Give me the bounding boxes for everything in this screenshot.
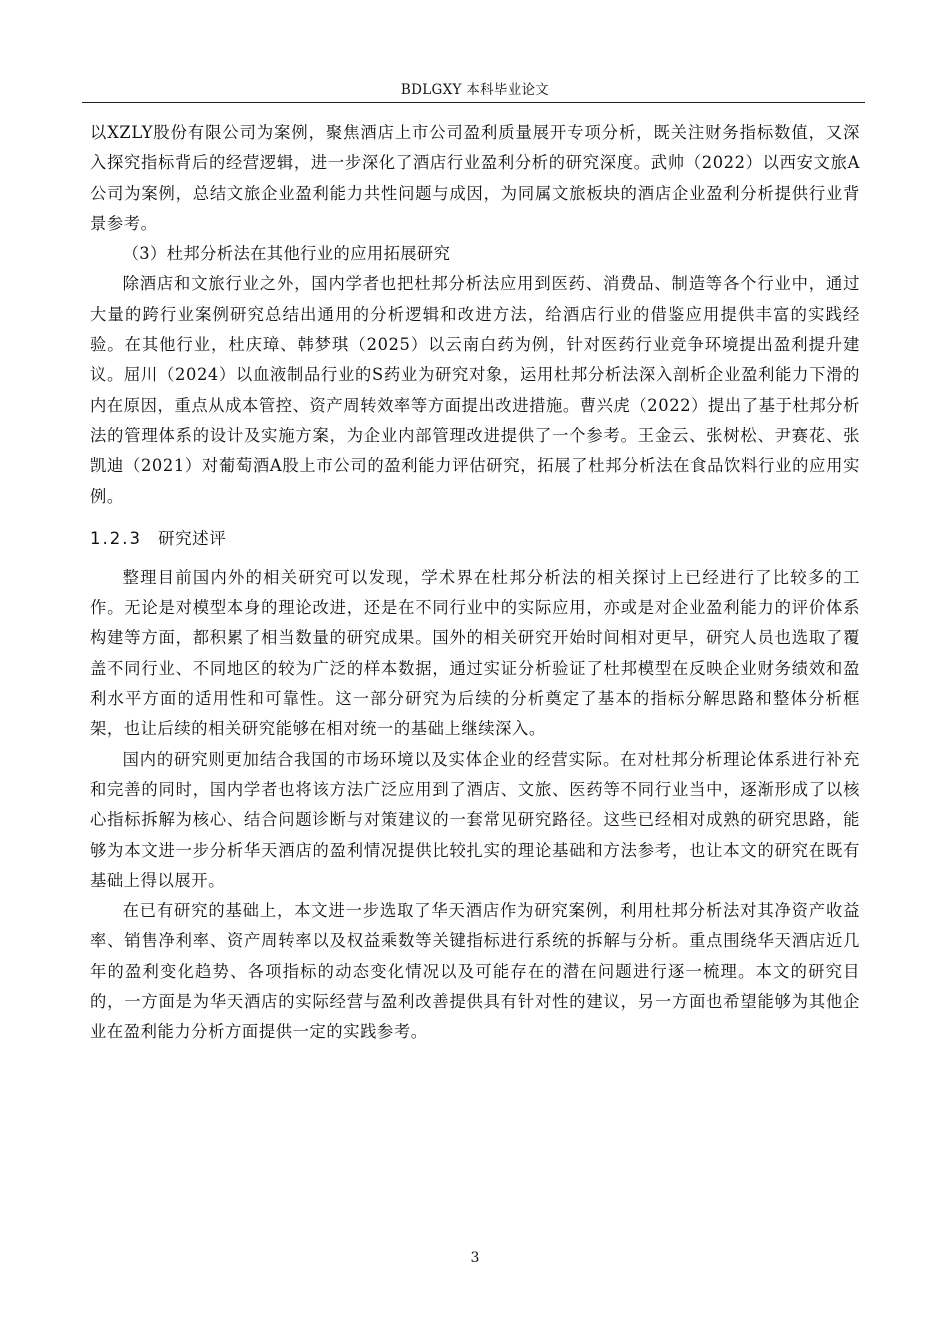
paragraph-review-3: 在已有研究的基础上，本文进一步选取了华天酒店作为研究案例，利用杜邦分析法对其净资产收益率、销售净利率、资产周转率以及权益乘数等关键指标进行系统的拆解与分析。重点围绕华天酒店近几年的盈利变化趋势、各项指标的动态变化情况以及可能存在的潜在问题进行逐一梳理。本文的研究目的，一方面是为华天酒店的实际经营与盈利改善提供具有针对性的建议，另一方面也希望能够为其他企业在盈利能力分析方面提供一定的实践参考。 xyxy=(90,901,860,1042)
body-text xyxy=(90,118,860,1048)
paragraph-review-2: 国内的研究则更加结合我国的市场环境以及实体企业的经营实际。在对杜邦分析理论体系进行补充和完善的同时，国内学者也将该方法广泛应用到了酒店、文旅、医药等不同行业当中，逐渐形成了以核心指标拆解为核心、结合问题诊断与对策建议的一套常见研究路径。这些已经相对成熟的研究思路，能够为本文进一步分析华天酒店的盈利情况提供比较扎实的理论基础和方法参考，也让本文的研究在既有基础上得以展开。 xyxy=(90,749,860,890)
header-divider xyxy=(82,102,865,103)
section-title: 研究述评 xyxy=(157,528,227,548)
page-number: 3 xyxy=(470,1250,480,1266)
subheading-other-industries: （3）杜邦分析法在其他行业的应用拓展研究 xyxy=(122,244,451,264)
paragraph-continued: 以XZLY股份有限公司为案例，聚焦酒店上市公司盈利质量展开专项分析，既关注财务指标数值，又深入探究指标背后的经营逻辑，进一步深化了酒店行业盈利分析的研究深度。武帅（2022）以西安文旅A公司为案例，总结文旅企业盈利能力共性问题与成因，为同属文旅板块的酒店企业盈利分析提供行业背景参考。 xyxy=(90,123,860,233)
section-number: 1.2.3 xyxy=(90,528,142,548)
running-header: BDLGXY 本科毕业论文 xyxy=(400,82,550,98)
section-heading xyxy=(90,524,860,554)
paragraph-review-1: 整理目前国内外的相关研究可以发现，学术界在杜邦分析法的相关探讨上已经进行了比较多的工作。无论是对模型本身的理论改进，还是在不同行业中的实际应用，亦或是对企业盈利能力的评价体系构建等方面，都积累了相当数量的研究成果。国外的相关研究开始时间相对更早，研究人员也选取了覆盖不同行业、不同地区的较为广泛的样本数据，通过实证分析验证了杜邦模型在反映企业财务绩效和盈利水平方面的适用性和可靠性。这一部分研究为后续的分析奠定了基本的指标分解思路和整体分析框架，也让后续的相关研究能够在相对统一的基础上继续深入。 xyxy=(90,567,860,739)
paragraph-other-industries: 除酒店和文旅行业之外，国内学者也把杜邦分析法应用到医药、消费品、制造等各个行业中，通过大量的跨行业案例研究总结出通用的分析逻辑和改进方法，给酒店行业的借鉴应用提供丰富的实践经验。在其他行业，杜庆璋、韩梦琪（2025）以云南白药为例，针对医药行业竞争环境提出盈利提升建议。屈川（2024）以血液制品行业的S药业为研究对象，运用杜邦分析法深入剖析企业盈利能力下滑的内在原因，重点从成本管控、资产周转效率等方面提出改进措施。曹兴虎（2022）提出了基于杜邦分析法的管理体系的设计及实施方案，为企业内部管理改进提供了一个参考。王金云、张树松、尹赛花、张凯迪（2021）对葡萄酒A股上市公司的盈利能力评估研究，拓展了杜邦分析法在食品饮料行业的应用实例。 xyxy=(90,274,860,506)
